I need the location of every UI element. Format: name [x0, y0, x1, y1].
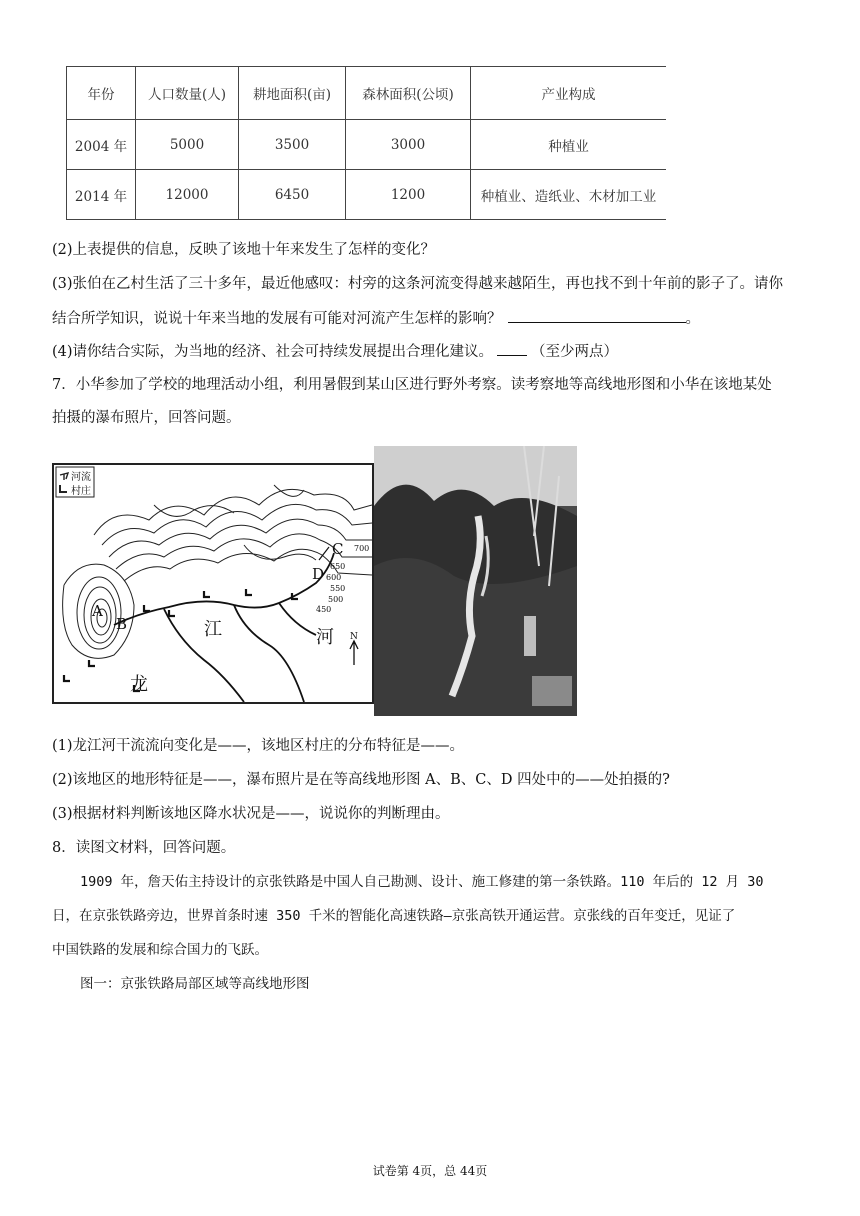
north-label: N	[350, 632, 358, 642]
q7-sub2: (2)该地区的地形特征是——，瀑布照片是在等高线地形图 A、B、C、D 四处中的——处拍摄的?	[52, 772, 670, 788]
table-cell: 3000	[346, 120, 471, 170]
q6-part3-end: 。	[685, 311, 700, 327]
river-char-jiang: 江	[204, 619, 222, 640]
answer-blank[interactable]	[508, 308, 686, 323]
table-cell: 12000	[136, 170, 239, 220]
north-arrow-icon	[350, 641, 358, 665]
contour-map	[52, 463, 374, 704]
q8-para-line1: 1909 年，詹天佑主持设计的京张铁路是中国人自己勘测、设计、施工修建的第一条铁路。110 年后的 12 月 30	[80, 874, 764, 890]
table-cell: 2014 年	[67, 170, 136, 220]
q7-sub1: (1)龙江河干流流向变化是——，该地区村庄的分布特征是——。	[52, 738, 465, 754]
q6-part4-text: (4)请你结合实际，为当地的经济、社会可持续发展提出合理化建议。	[52, 344, 494, 360]
q7-title-line2: 拍摄的瀑布照片，回答问题。	[52, 410, 241, 426]
waterfall-photo	[374, 446, 577, 716]
river-char-he: 河	[316, 627, 334, 648]
map-label-a: A	[92, 602, 103, 620]
table-header: 产业构成	[471, 67, 667, 120]
map-label-d: D	[312, 565, 325, 583]
q6-part4	[52, 341, 618, 362]
q7-sub3: (3)根据材料判断该地区降水状况是——，说说你的判断理由。	[52, 806, 450, 822]
q6-part4-note: （至少两点）	[531, 344, 619, 360]
q8-para-line2: 日，在京张铁路旁边，世界首条时速 350 千米的智能化高速铁路—京张高铁开通运营。京张线的百年变迁，见证了	[52, 908, 736, 924]
contour-650: 650	[330, 562, 346, 571]
contour-600: 600	[326, 573, 342, 582]
table-header: 耕地面积(亩)	[239, 67, 346, 120]
river-char-long: 龙	[130, 674, 148, 695]
table-cell: 1200	[346, 170, 471, 220]
table-row	[67, 170, 667, 220]
map-label-b: B	[116, 615, 128, 633]
table-cell: 种植业、造纸业、木材加工业	[471, 170, 667, 220]
answer-blank[interactable]	[497, 341, 527, 356]
table-header: 人口数量(人)	[136, 67, 239, 120]
q8-figure-caption: 图一：京张铁路局部区域等高线地形图	[80, 976, 310, 992]
q6-part3-line1: (3)张伯在乙村生活了三十多年，最近他感叹：村旁的这条河流变得越来越陌生，再也找不到十年前的影子了。请你	[52, 276, 784, 292]
table-cell: 5000	[136, 120, 239, 170]
q6-part2: (2)上表提供的信息，反映了该地十年来发生了怎样的变化？	[52, 242, 436, 258]
table-cell: 3500	[239, 120, 346, 170]
table-cell: 6450	[239, 170, 346, 220]
contour-550: 550	[330, 584, 346, 593]
table-row	[67, 120, 667, 170]
contour-700: 700	[354, 544, 370, 553]
data-table	[66, 66, 666, 220]
table-cell: 种植业	[471, 120, 667, 170]
contour-450: 450	[316, 605, 332, 614]
table-header-row	[67, 67, 667, 120]
page-footer: 试卷第 4页，总 44页	[372, 1164, 488, 1178]
q6-part3-text: 结合所学知识，说说十年来当地的发展有可能对河流产生怎样的影响？	[52, 311, 502, 327]
q8-title: 8．读图文材料，回答问题。	[52, 840, 236, 856]
q6-part3-line2	[52, 308, 700, 329]
legend-river-label: 河流	[71, 472, 91, 483]
map-label-c: C	[332, 540, 344, 558]
q7-title-line1: 7．小华参加了学校的地理活动小组，利用暑假到某山区进行野外考察。读考察地等高线地形图和小华在该地某处	[52, 377, 772, 393]
q8-para-line3: 中国铁路的发展和综合国力的飞跃。	[52, 942, 268, 958]
contour-500: 500	[328, 595, 344, 604]
table-cell: 2004 年	[67, 120, 136, 170]
arrow-icon	[319, 547, 329, 560]
table-header: 年份	[67, 67, 136, 120]
legend-village-label: 村庄	[71, 486, 91, 497]
table-header: 森林面积(公顷)	[346, 67, 471, 120]
